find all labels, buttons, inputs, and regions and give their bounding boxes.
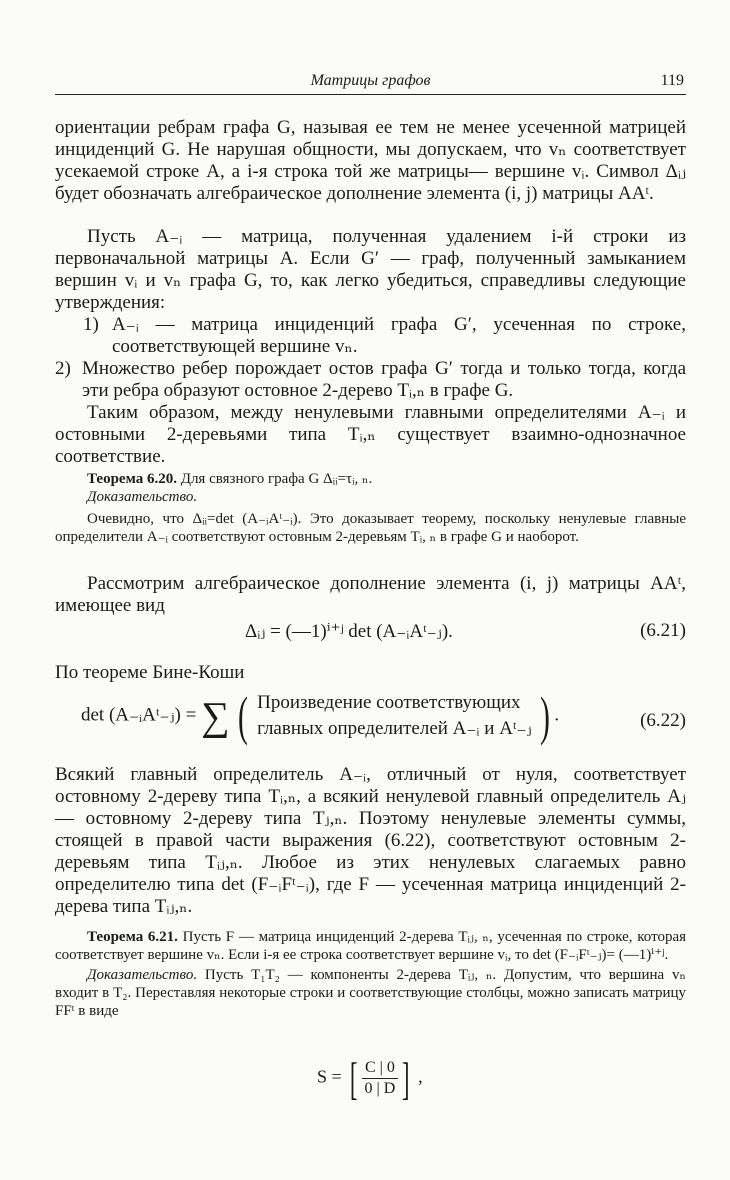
- proof-label: Доказательство.: [87, 489, 198, 505]
- matrix-bottom-row: 0 | D: [364, 1080, 396, 1097]
- running-header: [55, 72, 686, 95]
- list-item-text: Множество ребер порождает остов графа G′ тогда и только тогда, когда эти ребра образуют остовное 2-дерево Tᵢ,ₙ в графе G.: [82, 358, 686, 401]
- equation-number: (6.22): [640, 710, 686, 731]
- page-number: 119: [660, 72, 684, 89]
- theorem-6-21: [55, 928, 686, 1020]
- paragraph-4: Рассмотрим алгебраическое дополнение элемента (i, j) матрицы AAᵗ, имеющее вид: [55, 573, 686, 616]
- right-bracket: ]: [402, 1053, 410, 1104]
- running-title: Матрицы графов: [310, 72, 431, 89]
- paragraph-2: Пусть A₋ᵢ — матрица, полученная удалением i-й строки из первоначальной матрицы A. Если G′ — граф, полученный замыканием вершин vᵢ и vₙ графа G, то, как легко убедиться, справедливы следующие утверждения:: [55, 226, 686, 313]
- equation-number: (6.21): [640, 620, 686, 641]
- matrix-top-row: C | 0: [362, 1058, 399, 1079]
- equation-body: Δᵢⱼ = (—1)ⁱ⁺ʲ det (A₋ᵢAᵗ₋ⱼ).: [245, 621, 453, 642]
- theorem-6-20: [55, 470, 686, 546]
- equation-6-21: [55, 620, 686, 650]
- paragraph-6: Всякий главный определитель A₋ᵢ, отличный от нуля, соответствует остовному 2-дереву типа Tᵢ,ₙ, а всякий ненулевой главный определитель Aⱼ — остовному 2-дереву типа Tⱼ,ₙ. Поэтому ненулевые элементы суммы, стоящей в правой части выражения (6.22), соответствуют остовным 2-деревьям типа Tᵢⱼ,ₙ. Любое из этих ненулевых слагаемых равно определителю типа det (F₋ᵢFᵗ₋ᵢ), где F — усеченная матрица инциденций 2-дерева типа Tᵢⱼ,ₙ.: [55, 764, 686, 917]
- proof-text: Очевидно, что Δᵢᵢ=det (A₋ᵢAᵗ₋ᵢ). Это доказывает теорему, поскольку ненулевые главные определители A₋ᵢ соответствуют остовным 2-деревьям Tᵢ, ₙ в графе G и наоборот.: [55, 511, 686, 545]
- equation-stack: [257, 690, 532, 742]
- list-item-2: [55, 358, 686, 402]
- equation-lhs: det (A₋ᵢAᵗ₋ⱼ) =: [81, 704, 197, 726]
- right-paren: ): [540, 686, 551, 746]
- matrix-tail: ,: [418, 1066, 423, 1087]
- left-bracket: [: [350, 1053, 358, 1104]
- paragraph-1: ориентации ребрам графа G, называя ее тем не менее усеченной матрицей инциденций G. Не нарушая общности, мы допускаем, что vₙ соответствует усекаемой строке A, а i-я строка той же матрицы— вершине vᵢ. Символ Δᵢⱼ будет обозначать алгебраическое дополнение элемента (i, j) матрицы AAᵗ.: [55, 117, 686, 204]
- equation-line-1: Произведение соответствующих: [257, 692, 521, 713]
- list-item-1: [55, 314, 686, 358]
- matrix-block: [362, 1058, 399, 1099]
- sum-symbol: ∑: [201, 693, 230, 739]
- theorem-label: Теорема 6.20.: [87, 471, 177, 487]
- equation-line-2: главных определителей A₋ᵢ и Aᵗ₋ⱼ: [257, 718, 532, 739]
- left-paren: (: [238, 686, 249, 746]
- proof-text: Пусть T₁T₂ — компоненты 2-дерева Tᵢⱼ, ₙ. Допустим, что вершина vₙ входит в T₂. Переставляя некоторые строки и соответствующие столбцы, можно записать матрицу FFᵗ в виде: [55, 967, 686, 1019]
- paragraph-3: Таким образом, между ненулевыми главными определителями A₋ᵢ и остовными 2-деревьями типа Tᵢ,ₙ существует взаимно-однозначное соответствие.: [55, 402, 686, 467]
- theorem-label: Теорема 6.21.: [87, 929, 178, 945]
- list-item-number: 1): [83, 314, 99, 335]
- matrix-lhs: S =: [317, 1066, 342, 1087]
- equation-matrix-s: [55, 1048, 686, 1104]
- theorem-text: Пусть F — матрица инциденций 2-дерева Tᵢⱼ, ₙ, усеченная по строке, которая соответствует вершине vₙ. Если i-я ее строка соответствует вершине vᵢ, то det (F₋ᵢFᵗ₋ⱼ)= (—1)ⁱ⁺ʲ.: [55, 929, 686, 963]
- proof-label: Доказательство.: [87, 967, 198, 983]
- paragraph-5: По теореме Бине-Коши: [55, 662, 245, 683]
- theorem-text: Для связного графа G Δᵢᵢ=τᵢ, ₙ.: [180, 471, 373, 487]
- equation-6-22: det (A₋ᵢAᵗ₋ⱼ) = ∑ ( Произведение соответствующих главных определителей A₋ᵢ и Aᵗ₋ⱼ ) . (6.22): [81, 686, 686, 746]
- list-item-number: 2): [55, 358, 71, 379]
- list-item-text: A₋ᵢ — матрица инциденций графа G′, усеченная по строке, соответствующей вершине vₙ.: [112, 314, 686, 357]
